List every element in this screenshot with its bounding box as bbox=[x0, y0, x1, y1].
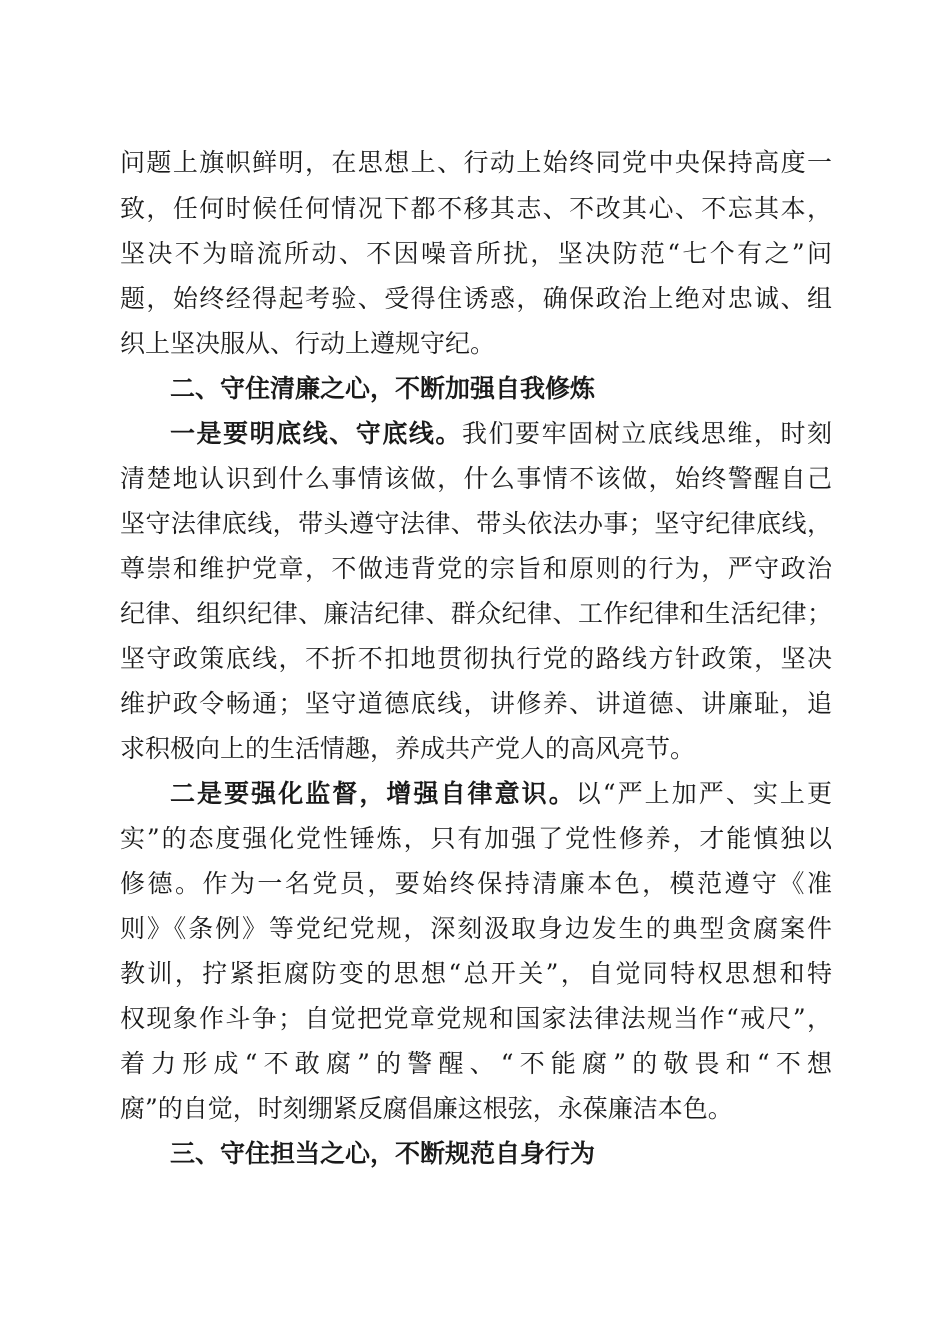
para3-lead: 二是要强化监督，增强自律意识。 bbox=[170, 779, 576, 808]
para1-line-5: 织上坚决服从、行动上遵规守纪。 bbox=[120, 329, 496, 358]
para1-line-4: 题，始终经得起考验、受得住诱惑，确保政治上绝对忠诚、组 bbox=[120, 284, 832, 313]
para1-line-2: 致，任何时候任何情况下都不移其志、不改其心、不忘其本， bbox=[120, 194, 832, 223]
para2-first-rest: 我们要牢固树立底线思维，时刻 bbox=[461, 419, 832, 448]
section-heading-2: 二、守住清廉之心，不断加强自我修炼 bbox=[170, 374, 596, 403]
para2-line-6: 坚守政策底线，不折不扣地贯彻执行党的路线方针政策，坚决 bbox=[120, 644, 832, 673]
para3-line-6: 权现象作斗争；自觉把党章党规和国家法律法规当作“戒尺”， bbox=[120, 1004, 832, 1033]
para1-line-3: 坚决不为暗流所动、不因噪音所扰，坚决防范“七个有之”问 bbox=[120, 239, 832, 268]
para2-line-5: 纪律、组织纪律、廉洁纪律、群众纪律、工作纪律和生活纪律； bbox=[120, 599, 832, 628]
para3-line-5: 教训，拧紧拒腐防变的思想“总开关”，自觉同特权思想和特 bbox=[120, 959, 832, 988]
para3-line-3: 修德。作为一名党员，要始终保持清廉本色，模范遵守《准 bbox=[120, 869, 832, 898]
para2-line-7: 维护政令畅通；坚守道德底线，讲修养、讲道德、讲廉耻，追 bbox=[120, 689, 832, 718]
para2-line-1 bbox=[170, 412, 832, 456]
para2-lead: 一是要明底线、守底线。 bbox=[170, 419, 462, 448]
para2-line-2: 清楚地认识到什么事情该做，什么事情不该做，始终警醒自己 bbox=[120, 464, 832, 493]
para3-line-8: 腐”的自觉，时刻绷紧反腐倡廉这根弦，永葆廉洁本色。 bbox=[120, 1094, 733, 1123]
para3-line-4: 则》《条例》等党纪党规，深刻汲取身边发生的典型贪腐案件 bbox=[120, 914, 832, 943]
para2-line-4: 尊崇和维护党章，不做违背党的宗旨和原则的行为，严守政治 bbox=[120, 554, 832, 583]
para3-line-2: 实”的态度强化党性锤炼，只有加强了党性修养，才能慎独以 bbox=[120, 824, 832, 853]
para1-line-1: 问题上旗帜鲜明，在思想上、行动上始终同党中央保持高度一 bbox=[120, 148, 832, 177]
para3-line-1 bbox=[170, 772, 832, 816]
para2-line-3: 坚守法律底线，带头遵守法律、带头依法办事；坚守纪律底线， bbox=[120, 509, 832, 538]
para3-line-7: 着力形成“不敢腐”的警醒、“不能腐”的敬畏和“不想 bbox=[120, 1049, 832, 1078]
para2-line-8: 求积极向上的生活情趣，养成共产党人的高风亮节。 bbox=[120, 734, 696, 763]
para3-first-rest: 以“严上加严、实上更 bbox=[575, 779, 832, 808]
section-heading-3: 三、守住担当之心，不断规范自身行为 bbox=[170, 1139, 596, 1168]
